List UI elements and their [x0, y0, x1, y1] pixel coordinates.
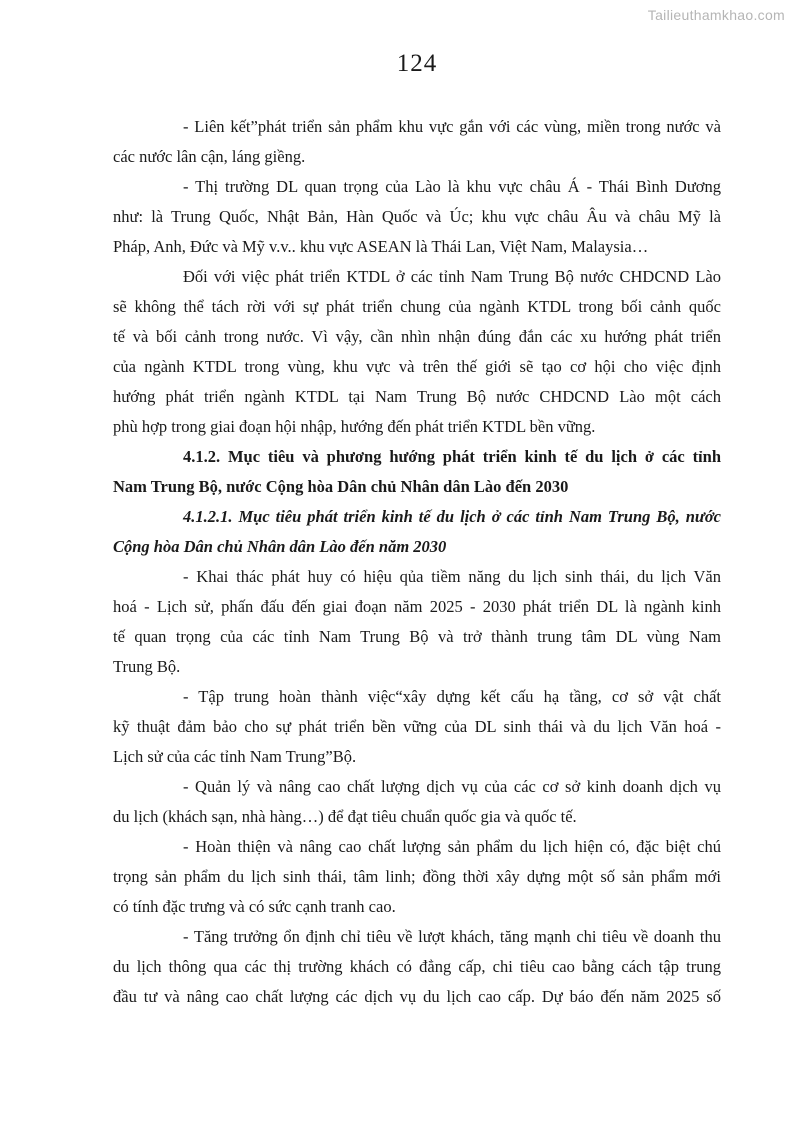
text-line: Cộng hòa Dân chủ Nhân dân Lào đến năm 2030: [113, 537, 447, 556]
text-line: 4.1.2. Mục tiêu và phương hướng phát triển kinh tế du lịch ở các tỉnh: [183, 447, 721, 466]
watermark-text: Tailieuthamkhao.com: [647, 7, 785, 23]
text-line: du lịch (khách sạn, nhà hàng…) để đạt tiêu chuẩn quốc gia và quốc tế.: [113, 807, 577, 826]
text-line: Lịch sử của các tỉnh Nam Trung”Bộ.: [113, 747, 357, 766]
text-line: Trung Bộ.: [113, 657, 181, 676]
text-line: Pháp, Anh, Đức và Mỹ v.v.. khu vực ASEAN là Thái Lan, Việt Nam, Malaysia…: [113, 237, 649, 256]
text-line: Nam Trung Bộ, nước Cộng hòa Dân chủ Nhân dân Lào đến 2030: [113, 477, 569, 496]
text-line: sẽ không thể tách rời với sự phát triển chung của ngành KTDL trong bối cảnh quốc: [113, 297, 721, 316]
text-line: - Tăng trưởng ổn định chỉ tiêu về lượt khách, tăng mạnh chi tiêu về doanh thu: [183, 927, 721, 946]
text-line: tế quan trọng của các tỉnh Nam Trung Bộ và trở thành trung tâm DL vùng Nam: [113, 627, 721, 646]
text-line: đầu tư và nâng cao chất lượng các dịch vụ du lịch cao cấp. Dự báo đến năm 2025 số: [113, 987, 721, 1006]
text-line: của ngành KTDL trong vùng, khu vực và trên thế giới sẽ tạo cơ hội cho việc định: [113, 357, 721, 376]
text-block: [113, 112, 721, 1012]
text-line: du lịch thông qua các thị trường khách có đẳng cấp, chi tiêu cao bằng cách tập trung: [113, 957, 721, 976]
text-line: kỹ thuật đảm bảo cho sự phát triển bền vững của DL sinh thái và du lịch Văn hoá -: [113, 717, 721, 736]
text-line: trọng sản phẩm du lịch sinh thái, tâm linh; đồng thời xây dựng một số sản phẩm mới: [113, 867, 721, 886]
text-line: hoá - Lịch sử, phấn đấu đến giai đoạn năm 2025 - 2030 phát triển DL là ngành kinh: [113, 597, 721, 616]
text-line: phù hợp trong giai đoạn hội nhập, hướng đến phát triển KTDL bền vững.: [113, 417, 596, 436]
text-line: có tính đặc trưng và có sức cạnh tranh cao.: [113, 897, 396, 916]
page-number: 124: [396, 50, 438, 77]
text-line: hướng phát triển ngành KTDL tại Nam Trung Bộ nước CHDCND Lào một cách: [113, 387, 721, 406]
text-line: 4.1.2.1. Mục tiêu phát triển kinh tế du lịch ở các tỉnh Nam Trung Bộ, nước: [183, 507, 721, 526]
text-line: - Hoàn thiện và nâng cao chất lượng sản phẩm du lịch hiện có, đặc biệt chú: [183, 837, 721, 856]
text-line: tế và bối cảnh trong nước. Vì vậy, cần nhìn nhận đúng đắn các xu hướng phát triển: [113, 327, 721, 346]
text-line: - Quản lý và nâng cao chất lượng dịch vụ của các cơ sở kinh doanh dịch vụ: [183, 777, 721, 796]
text-line: - Thị trường DL quan trọng của Lào là khu vực châu Á - Thái Bình Dương: [183, 177, 721, 196]
text-line: - Tập trung hoàn thành việc“xây dựng kết cấu hạ tầng, cơ sở vật chất: [183, 687, 721, 706]
text-line: - Liên kết”phát triển sản phẩm khu vực gắn với các vùng, miền trong nước và: [183, 117, 721, 136]
text-line: Đối với việc phát triển KTDL ở các tỉnh Nam Trung Bộ nước CHDCND Lào: [183, 267, 721, 286]
text-line: các nước lân cận, láng giềng.: [113, 147, 306, 166]
text-line: - Khai thác phát huy có hiệu qủa tiềm năng du lịch sinh thái, du lịch Văn: [183, 567, 721, 586]
text-line: như: là Trung Quốc, Nhật Bản, Hàn Quốc và Úc; khu vực châu Âu và châu Mỹ là: [113, 207, 721, 226]
